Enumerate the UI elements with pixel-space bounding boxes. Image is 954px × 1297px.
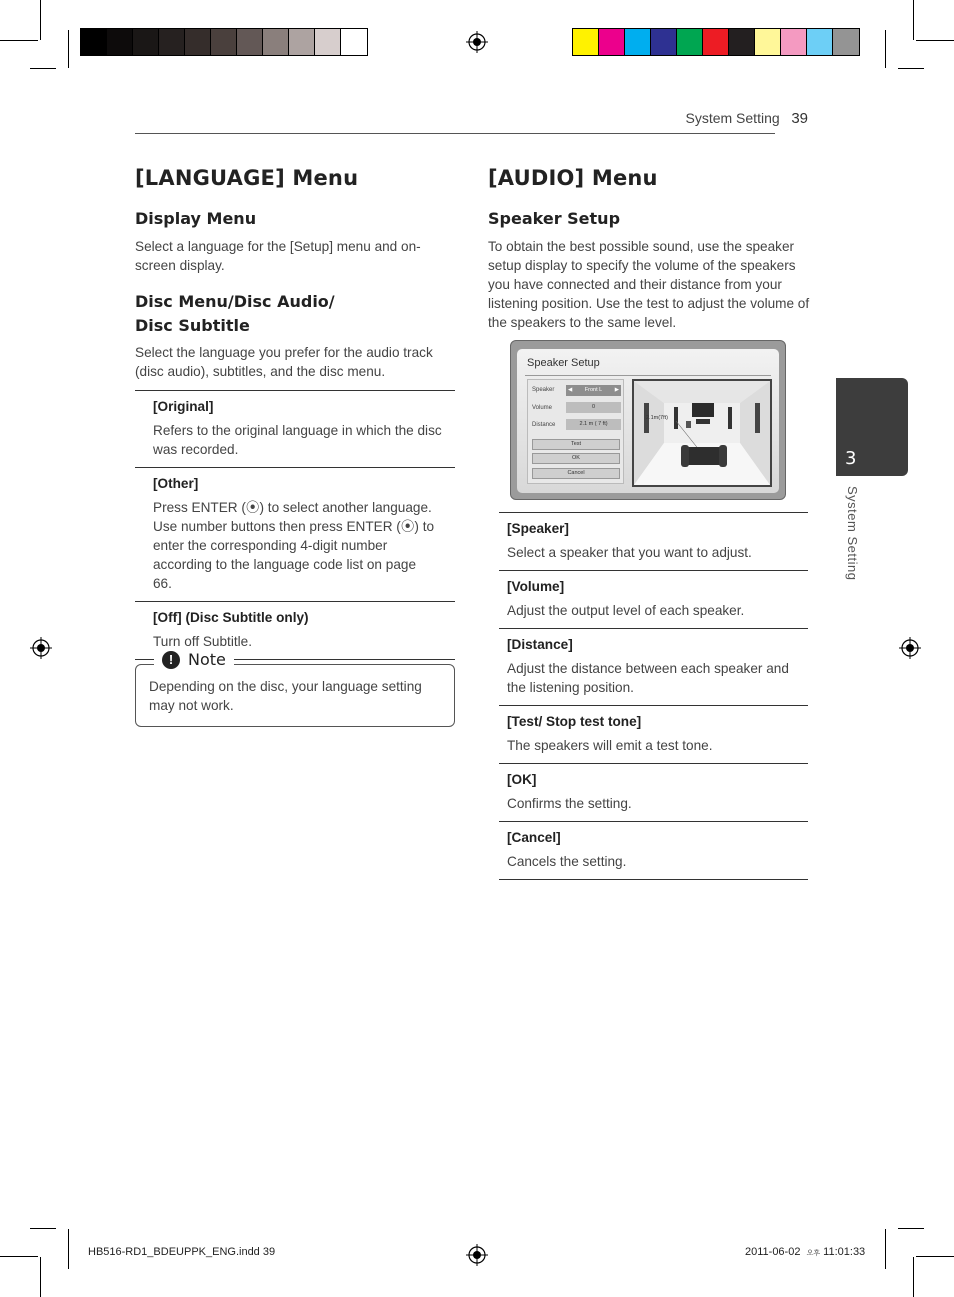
option-row-speaker <box>499 513 808 571</box>
audio-menu-title: [AUDIO] Menu <box>488 166 658 190</box>
color-swatch <box>341 29 367 55</box>
settings-panel <box>527 379 624 484</box>
option-term: [Test/ Stop test tone] <box>507 714 642 729</box>
display-menu-text: Select a language for the [Setup] menu and on-screen display. <box>135 239 421 273</box>
option-desc: Turn off Subtitle. <box>153 634 252 649</box>
speaker-setup-dialog <box>517 349 779 493</box>
option-term: [Off] (Disc Subtitle only) <box>153 610 309 625</box>
header-rule <box>135 133 775 134</box>
option-row-distance <box>499 629 808 706</box>
test-button[interactable]: Test <box>532 439 620 450</box>
tv-icon <box>692 403 714 417</box>
option-term: [Cancel] <box>507 830 561 845</box>
footer-time-glyph: 오후 <box>806 1250 821 1257</box>
distance-field[interactable]: 2.1 m ( 7 ft) <box>566 419 621 430</box>
option-term: [Distance] <box>507 637 573 652</box>
speaker-setup-text: To obtain the best possible sound, use the speaker setup display to specify the volume of the speakers you have connected and their distance from your listening position. Use the test to adjust the volume of the speakers to the same level. <box>488 239 810 330</box>
color-swatch <box>729 29 755 55</box>
color-swatch <box>211 29 237 55</box>
option-desc: Adjust the output level of each speaker. <box>507 603 745 618</box>
footer-time: 11:01:33 <box>823 1246 866 1258</box>
ok-button[interactable]: OK <box>532 453 620 464</box>
speaker-rear-right-icon <box>755 403 760 433</box>
dialog-title-divider <box>525 375 771 376</box>
speaker-select[interactable] <box>566 385 621 396</box>
note-box <box>135 664 455 727</box>
color-swatch <box>833 29 859 55</box>
arrow-right-icon[interactable]: ▶ <box>614 387 619 393</box>
color-swatch <box>133 29 159 55</box>
sofa-icon <box>684 447 724 465</box>
color-swatch <box>677 29 703 55</box>
cmyk-color-bar <box>572 28 860 56</box>
option-row-ok <box>499 764 808 822</box>
option-term: [Speaker] <box>507 521 569 536</box>
registration-mark-icon <box>466 1244 488 1266</box>
volume-label: Volume <box>532 405 553 411</box>
disc-menu-heading-line2: Disc Subtitle <box>135 316 250 335</box>
color-swatch <box>159 29 185 55</box>
option-desc: Select a speaker that you want to adjust. <box>507 545 752 560</box>
color-swatch <box>651 29 677 55</box>
audio-options-table <box>499 512 808 880</box>
speaker-front-left-icon <box>674 407 678 429</box>
color-swatch <box>263 29 289 55</box>
distance-label: Distance <box>532 422 556 428</box>
option-term: [Volume] <box>507 579 565 594</box>
speaker-value: Front L <box>584 387 603 393</box>
speaker-setup-heading: Speaker Setup <box>488 209 621 228</box>
option-row-volume <box>499 571 808 629</box>
color-swatch <box>237 29 263 55</box>
option-row-other <box>135 468 455 602</box>
option-row-original <box>135 391 455 468</box>
color-swatch <box>703 29 729 55</box>
speaker-front-right-icon <box>728 407 732 429</box>
registration-mark-icon <box>899 637 921 659</box>
color-swatch <box>625 29 651 55</box>
display-menu-heading: Display Menu <box>135 209 257 228</box>
option-row-cancel <box>499 822 808 880</box>
color-swatch <box>81 29 107 55</box>
option-term: [Other] <box>153 476 199 491</box>
registration-mark-icon <box>466 31 488 53</box>
subwoofer-icon <box>686 421 691 428</box>
room-illustration <box>634 381 770 485</box>
option-desc: Refers to the original language in which the disc was recorded. <box>153 423 442 457</box>
color-swatch <box>573 29 599 55</box>
disc-menu-heading <box>135 290 335 338</box>
running-header <box>685 110 808 127</box>
disc-menu-text: Select the language you prefer for the audio track (disc audio), subtitles, and the disc menu. <box>135 345 433 379</box>
note-text: Depending on the disc, your language setting may not work. <box>149 679 422 713</box>
speaker-label: Speaker <box>532 387 555 393</box>
header-section: System Setting <box>685 110 780 126</box>
option-term: [OK] <box>507 772 537 787</box>
option-desc: Press ENTER (⦿) to select another language. Use number buttons then press ENTER (⦿) to enter the corresponding 4-digit number according to the language code list on page 66. <box>153 500 435 591</box>
option-desc: Adjust the distance between each speaker and the listening position. <box>507 661 789 695</box>
note-label: Note <box>188 650 226 669</box>
volume-field[interactable]: 0 <box>566 402 621 413</box>
registration-mark-icon <box>30 637 52 659</box>
dialog-title: Speaker Setup <box>527 357 600 369</box>
option-desc: Confirms the setting. <box>507 796 632 811</box>
color-swatch <box>599 29 625 55</box>
language-menu-title: [LANGUAGE] Menu <box>135 166 359 190</box>
cancel-button[interactable]: Cancel <box>532 468 620 479</box>
receiver-icon <box>696 419 710 424</box>
color-swatch <box>781 29 807 55</box>
color-swatch <box>807 29 833 55</box>
option-desc: The speakers will emit a test tone. <box>507 738 713 753</box>
color-swatch <box>289 29 315 55</box>
chapter-label: System Setting <box>845 486 860 581</box>
footer-timestamp <box>745 1246 865 1258</box>
room-diagram <box>632 379 772 487</box>
note-header <box>154 650 234 669</box>
grayscale-color-bar <box>80 28 368 56</box>
arrow-left-icon[interactable]: ◀ <box>568 387 573 393</box>
color-swatch <box>185 29 211 55</box>
color-swatch <box>315 29 341 55</box>
option-term: [Original] <box>153 399 214 414</box>
speaker-setup-screenshot <box>510 340 786 500</box>
disc-menu-heading-line1: Disc Menu/Disc Audio/ <box>135 292 335 311</box>
option-desc: Cancels the setting. <box>507 854 627 869</box>
page-number: 39 <box>791 110 808 127</box>
footer-date: 2011-06-02 <box>745 1246 801 1258</box>
footer-filename: HB516-RD1_BDEUPPK_ENG.indd 39 <box>88 1246 276 1258</box>
color-swatch <box>107 29 133 55</box>
language-options-table <box>135 390 455 660</box>
color-swatch <box>755 29 781 55</box>
option-row-test <box>499 706 808 764</box>
chapter-number: 3 <box>845 448 857 469</box>
exclamation-icon: ! <box>162 651 180 669</box>
room-distance-label: 2.1m(7ft) <box>646 415 669 421</box>
